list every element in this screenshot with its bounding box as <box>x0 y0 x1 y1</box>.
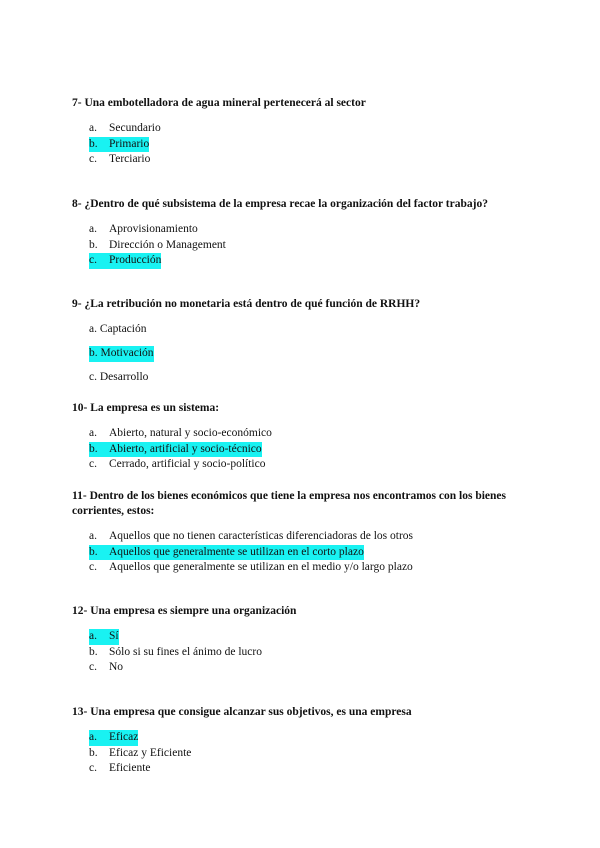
option-text: Primario <box>109 137 149 153</box>
question-9 <box>72 297 532 394</box>
option-text: Dirección o Management <box>109 238 226 251</box>
question-title: 10- La empresa es un sistema: <box>72 402 220 414</box>
option-a <box>72 730 532 746</box>
option-letter: a. <box>89 122 97 134</box>
option-letter: a. <box>89 223 97 235</box>
question-8 <box>72 197 532 269</box>
option-letter: a. <box>89 427 97 439</box>
option-letter: a. <box>89 530 97 542</box>
option-b <box>72 137 532 153</box>
question-10 <box>72 401 532 473</box>
question-7 <box>72 96 532 168</box>
option-text: Cerrado, artificial y socio-político <box>109 458 266 470</box>
option-letter: a. <box>89 730 109 746</box>
question-12 <box>72 604 532 676</box>
option-highlight <box>89 346 154 362</box>
option-letter: c. <box>89 661 97 673</box>
option-list <box>72 730 532 777</box>
option-a <box>72 529 532 545</box>
option-text: Eficaz y Eficiente <box>109 746 192 759</box>
option-list <box>72 629 532 676</box>
option-letter: c. <box>89 253 109 269</box>
option-text: Aquellos que no tienen características diferenciadoras de los otros <box>109 530 413 542</box>
option-list <box>72 222 532 269</box>
option-b <box>72 746 532 762</box>
question-title: 9- ¿La retribución no monetaria está dentro de qué función de RRHH? <box>72 298 421 310</box>
option-a <box>72 322 532 338</box>
option-letter: b. <box>89 746 98 759</box>
question-title: 13- Una empresa que consigue alcanzar sus objetivos, es una empresa <box>72 706 412 718</box>
question-title: 7- Una embotelladora de agua mineral pertenecerá al sector <box>72 97 366 109</box>
option-highlight <box>89 322 146 338</box>
option-list <box>72 322 532 386</box>
option-text: Eficaz <box>109 730 138 746</box>
option-fragment: Captación <box>99 323 147 335</box>
option-letter: a. <box>89 629 109 645</box>
option-letter: c. <box>89 458 97 470</box>
option-highlight <box>89 370 148 386</box>
option-fragment: b. <box>89 347 98 359</box>
option-text: Producción <box>109 253 161 269</box>
option-c <box>72 660 532 676</box>
option-text: Abierto, artificial y socio-técnico <box>109 442 262 458</box>
option-c <box>72 761 532 777</box>
option-fragment: c. <box>89 371 97 383</box>
option-fragment: Motivación <box>100 347 154 359</box>
option-a <box>72 121 532 137</box>
option-b <box>72 442 532 458</box>
option-list <box>72 529 532 576</box>
option-b <box>72 545 532 561</box>
option-c <box>72 370 532 386</box>
option-text: No <box>109 661 124 673</box>
question-11 <box>72 489 532 576</box>
option-text: Abierto, natural y socio-económico <box>109 427 272 439</box>
option-letter: c. <box>89 153 97 165</box>
option-c <box>72 457 532 473</box>
option-text: Terciario <box>109 153 151 165</box>
question-title: 8- ¿Dentro de qué subsistema de la empresa recae la organización del factor trabajo? <box>72 198 488 210</box>
option-text: Sí <box>109 629 119 645</box>
option-c <box>72 253 532 269</box>
option-letter: b. <box>89 238 98 251</box>
option-text: Aquellos que generalmente se utilizan en el corto plazo <box>109 545 364 561</box>
option-text: Aquellos que generalmente se utilizan en el medio y/o largo plazo <box>109 561 413 573</box>
option-fragment: Desarrollo <box>99 371 149 383</box>
option-letter: b. <box>89 545 109 561</box>
option-text: Secundario <box>109 122 161 134</box>
option-list <box>72 121 532 168</box>
option-text: Aprovisionamiento <box>109 223 198 235</box>
option-b <box>72 238 532 254</box>
question-13 <box>72 705 532 777</box>
option-letter: c. <box>89 561 97 573</box>
option-a <box>72 222 532 238</box>
option-text: Eficiente <box>109 762 151 774</box>
option-a <box>72 426 532 442</box>
option-c <box>72 560 532 576</box>
option-a <box>72 629 532 645</box>
question-title: 12- Una empresa es siempre una organización <box>72 605 297 617</box>
option-letter: b. <box>89 137 109 153</box>
option-fragment: a. <box>89 323 97 335</box>
option-letter: c. <box>89 762 97 774</box>
option-b <box>72 645 532 661</box>
option-b <box>72 346 532 362</box>
option-c <box>72 152 532 168</box>
option-text: Sólo si su fines el ánimo de lucro <box>109 645 262 658</box>
option-letter: b. <box>89 645 98 658</box>
question-title: 11- Dentro de los bienes económicos que tiene la empresa nos encontramos con los bienes corrientes, estos: <box>72 490 507 517</box>
option-letter: b. <box>89 442 109 458</box>
option-list <box>72 426 532 473</box>
